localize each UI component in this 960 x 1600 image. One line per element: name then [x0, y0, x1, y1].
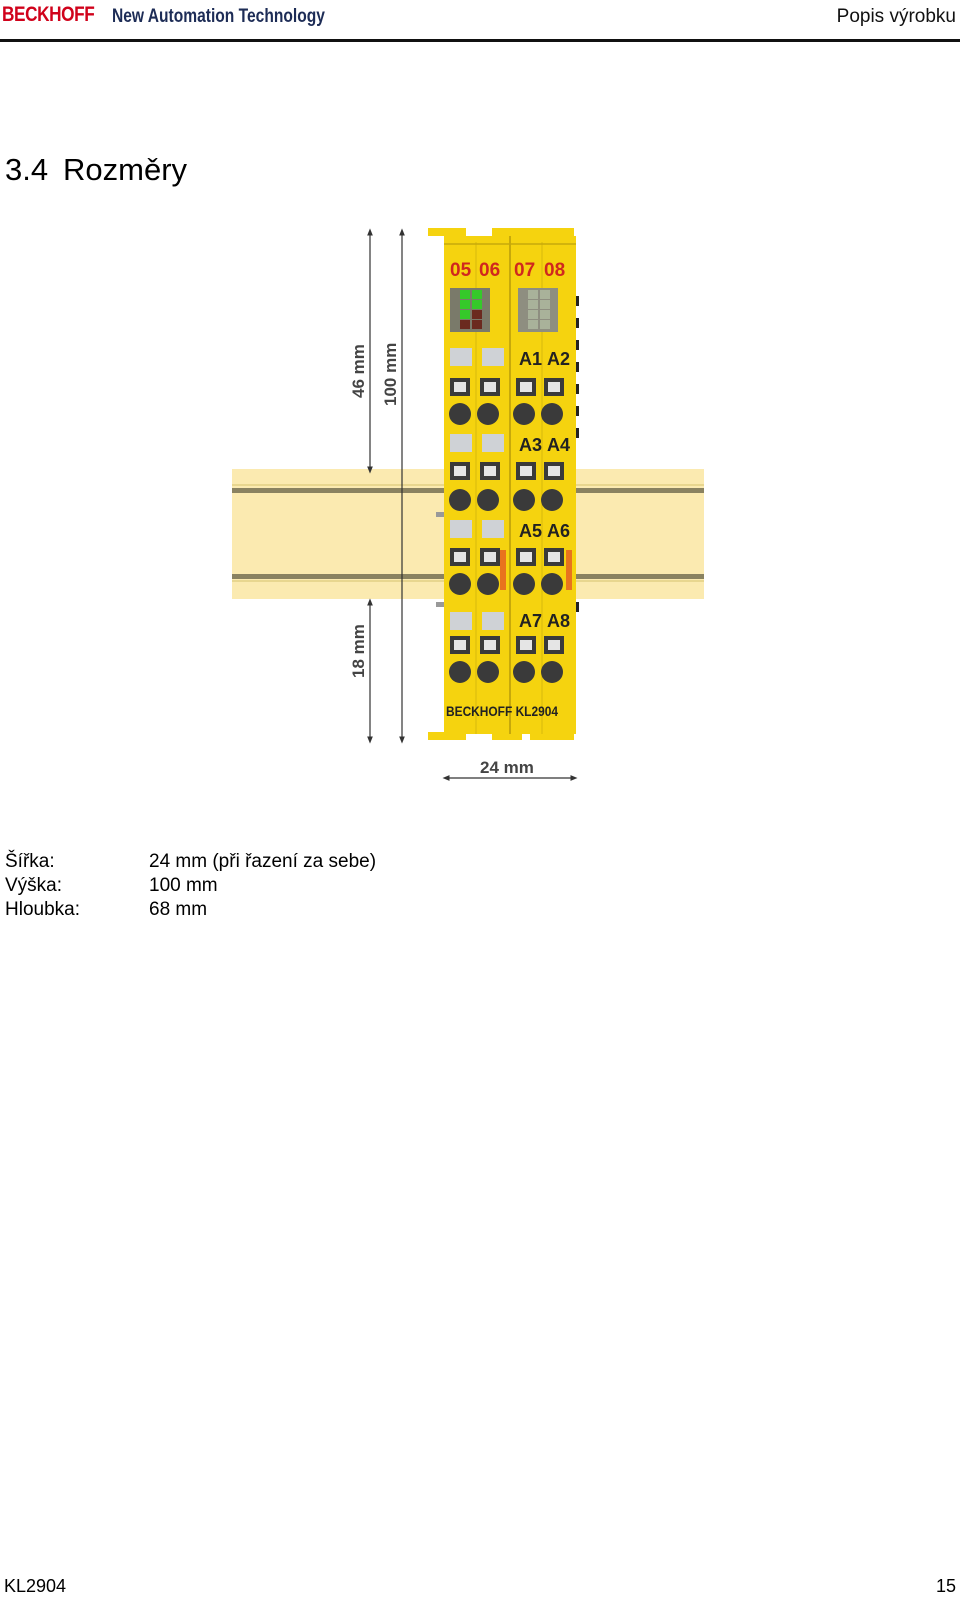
logo-tagline: New Automation Technology: [112, 6, 325, 27]
terminal-label: A3: [519, 435, 543, 455]
channel-label: 08: [544, 260, 566, 281]
spec-value: 24 mm (při řazení za sebe): [149, 851, 377, 872]
spec-row-height: [5, 874, 376, 898]
spec-row-depth: [5, 898, 376, 922]
footer-product: KL2904: [4, 1576, 67, 1596]
led-panel-right: [518, 288, 558, 332]
channel-label: 06: [479, 260, 501, 281]
specs-list: [5, 850, 376, 922]
dim-46-label: 46 mm: [349, 344, 368, 398]
terminal-label: A5: [519, 521, 543, 541]
channel-label: 05: [450, 260, 472, 281]
dim-24-label: 24 mm: [480, 758, 534, 777]
terminal-label: A1: [519, 349, 543, 369]
logo-brand: BECKHOFF: [2, 3, 95, 26]
footer-page-number: 15: [935, 1576, 956, 1596]
terminal-label: A2: [547, 349, 571, 369]
dim-100-label: 100 mm: [381, 342, 400, 406]
terminal-label: A8: [547, 611, 571, 631]
dimension-drawing: [230, 222, 730, 807]
spec-value: 100 mm: [149, 875, 218, 896]
product-label: BECKHOFF KL2904: [446, 703, 559, 719]
spec-label: Šířka:: [5, 851, 55, 872]
terminal-label: A4: [547, 435, 571, 455]
spec-row-width: [5, 850, 376, 874]
spec-label: Hloubka:: [5, 899, 80, 920]
led-panel-left: [450, 288, 490, 332]
section-title: Rozměry: [63, 152, 188, 187]
header-rule: [0, 39, 960, 42]
beckhoff-logo: [2, 3, 325, 27]
section-heading: [5, 152, 187, 188]
spec-value: 68 mm: [149, 899, 208, 920]
section-number: 3.4: [5, 152, 49, 187]
terminal-label: A7: [519, 611, 543, 631]
dim-18-label: 18 mm: [349, 624, 368, 678]
spec-label: Výška:: [5, 875, 63, 896]
terminal-module: [428, 228, 579, 740]
page-header: [0, 0, 960, 44]
header-section-title: Popis výrobku: [836, 6, 956, 27]
terminal-label: A6: [547, 521, 571, 541]
channel-label: 07: [514, 260, 536, 281]
